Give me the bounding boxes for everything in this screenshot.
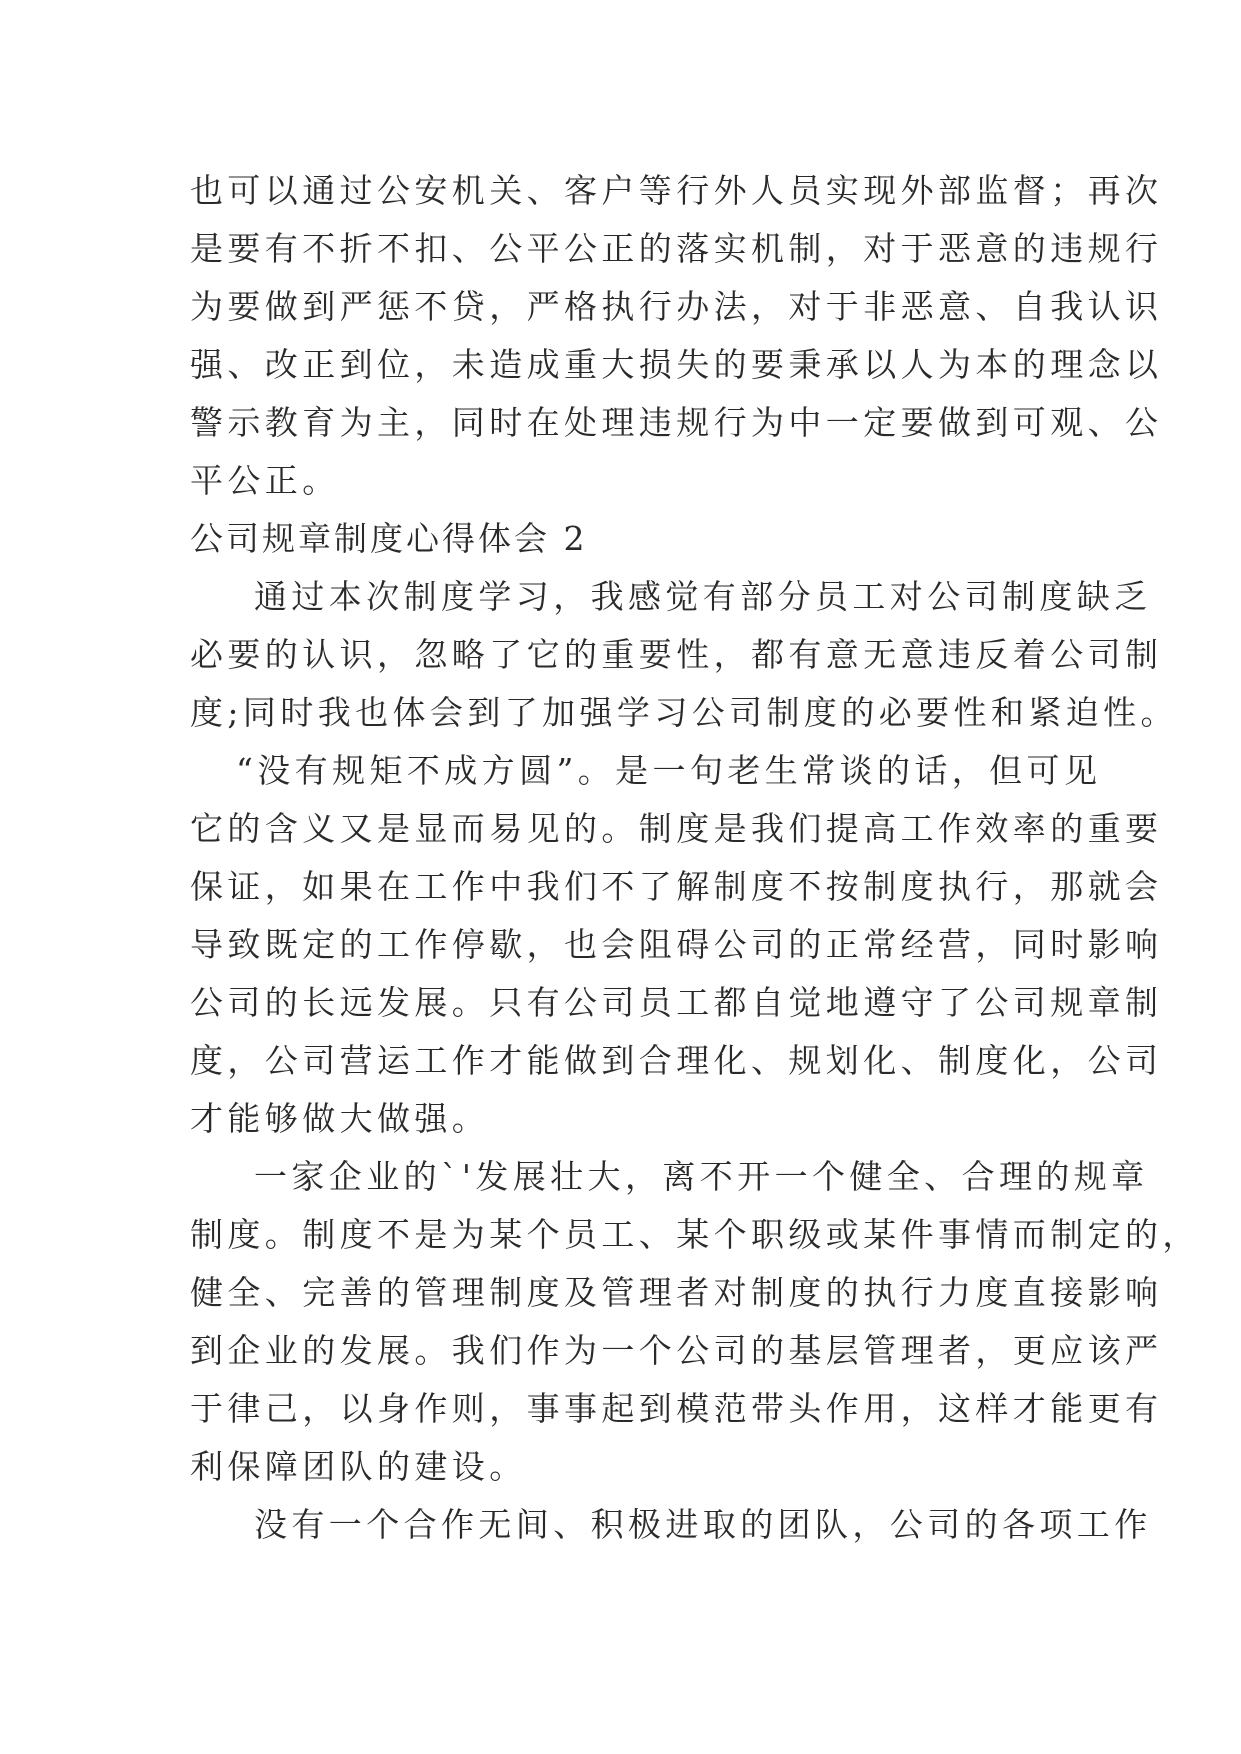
paragraph-1 [190,568,1178,742]
text-line: 平公正。 [190,461,340,500]
text-line: 到企业的发展。我们作为一个公司的基层管理者，更应该严 [190,1331,1163,1370]
text-line: 度;同时我也体会到了加强学习公司制度的必要性和紧迫性。 [190,693,1178,732]
text-line: 于律己，以身作则，事事起到模范带头作用，这样才能更有 [190,1389,1163,1428]
text-line: 它的含义又是显而易见的。制度是我们提高工作效率的重要 [190,809,1163,848]
text-line: 通过本次制度学习，我感觉有部分员工对公司制度缺乏 [254,577,1152,616]
paragraph-4 [190,1496,1152,1554]
document-body [190,162,1200,1554]
text-line: 为要做到严惩不贷，严格执行办法，对于非恶意、自我认识 [190,287,1163,326]
text-line: 警示教育为主，同时在处理违规行为中一定要做到可观、公 [190,403,1163,442]
text-line: 保证，如果在工作中我们不了解制度不按制度执行，那就会 [190,867,1163,906]
paragraph-2 [190,742,1163,1148]
text-line: 没有一个合作无间、积极进取的团队，公司的各项工作 [254,1505,1152,1544]
continuation-paragraph [190,162,1163,510]
text-line: “没有规矩不成方圆”。是一句老生常谈的话，但可见 [236,751,1102,790]
text-line: 必要的认识，忽略了它的重要性，都有意无意违反着公司制 [190,635,1163,674]
text-line: 度，公司营运工作才能做到合理化、规划化、制度化，公司 [190,1041,1163,1080]
text-line: 制度。制度不是为某个员工、某个职级或某件事情而制定的， [190,1215,1200,1254]
text-line: 强、改正到位，未造成重大损失的要秉承以人为本的理念以 [190,345,1163,384]
text-line: 利保障团队的建设。 [190,1447,527,1486]
text-line: 也可以通过公安机关、客户等行外人员实现外部监督；再次 [190,171,1163,210]
text-line: 导致既定的工作停歇，也会阻碍公司的正常经营，同时影响 [190,925,1163,964]
text-line: 一家企业的`'发展壮大，离不开一个健全、合理的规章 [254,1157,1149,1196]
paragraph-3 [190,1148,1200,1496]
text-line: 健全、完善的管理制度及管理者对制度的执行力度直接影响 [190,1273,1163,1312]
text-line: 是要有不折不扣、公平公正的落实机制，对于恶意的违规行 [190,229,1163,268]
text-line: 公司的长远发展。只有公司员工都自觉地遵守了公司规章制 [190,983,1163,1022]
section-title: 公司规章制度心得体会 2 [190,519,588,558]
text-line: 才能够做大做强。 [190,1099,490,1138]
